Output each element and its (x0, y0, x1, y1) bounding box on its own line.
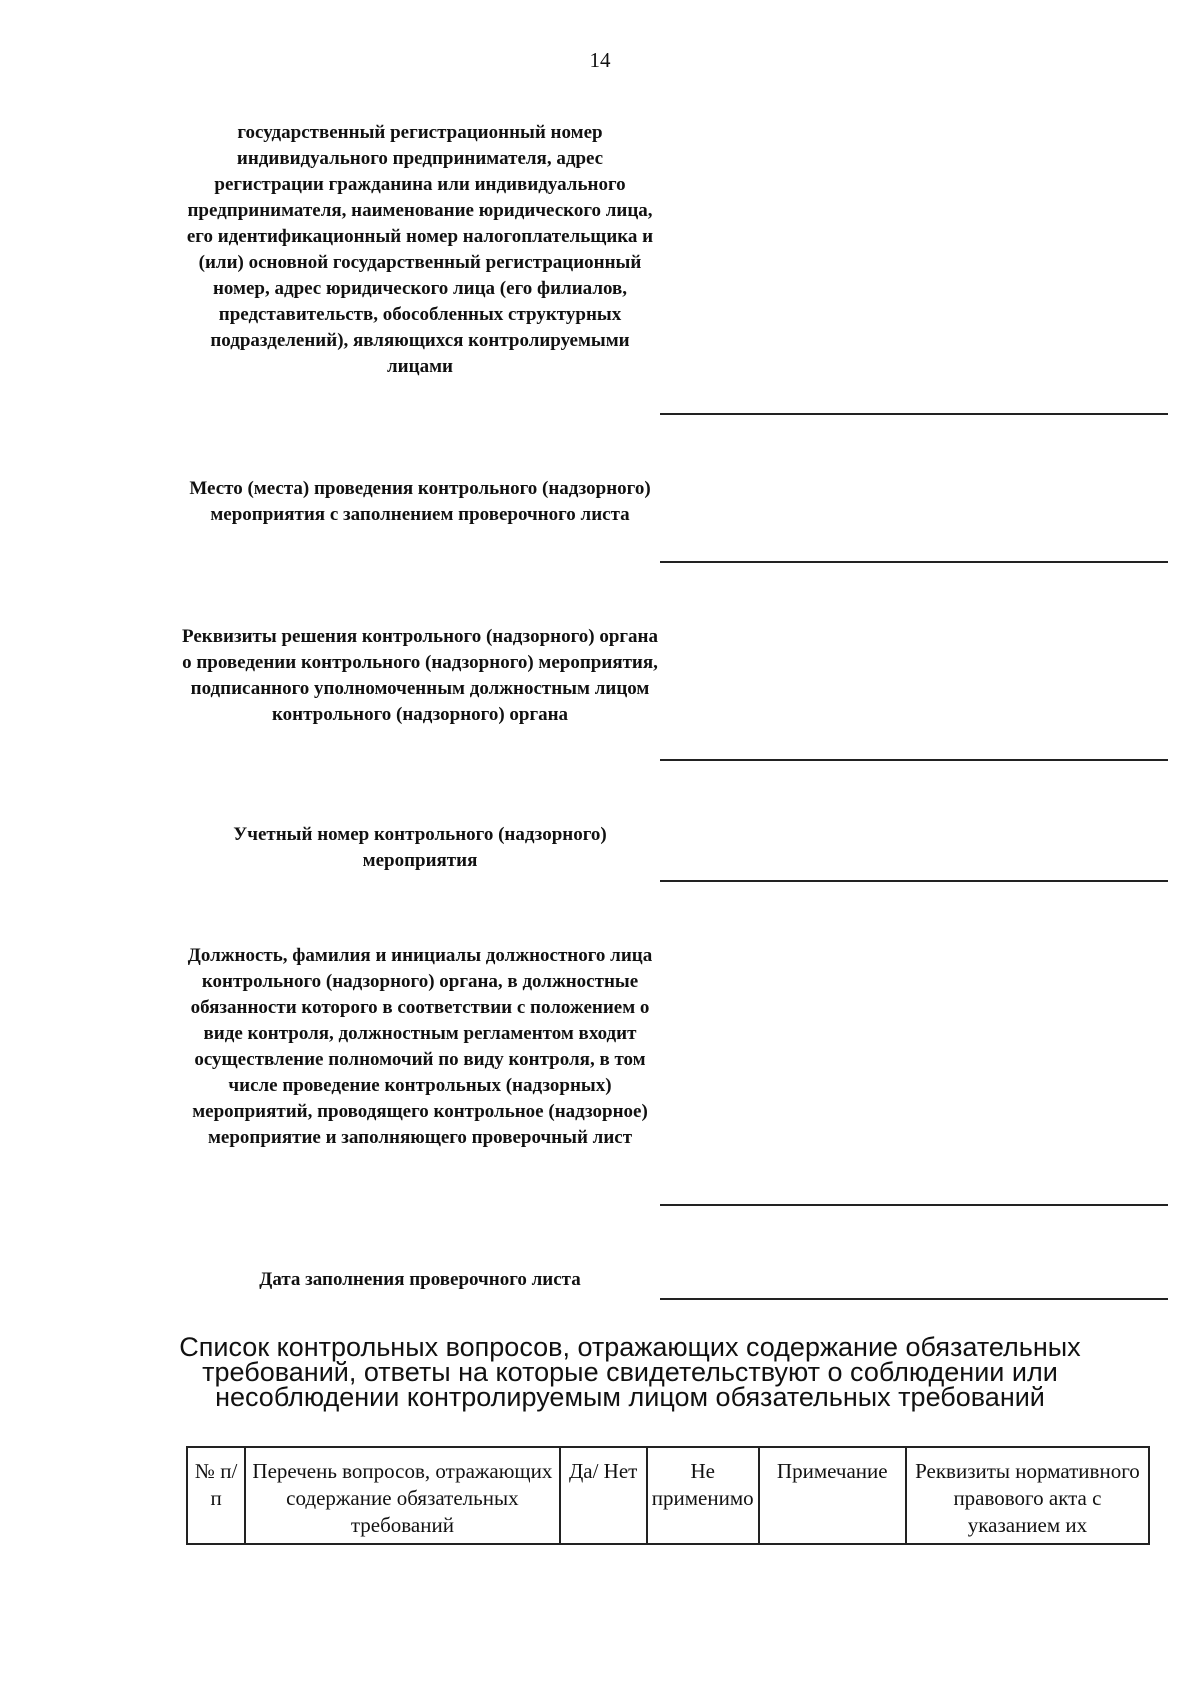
field-label-location: Место (места) проведения контрольного (надзорного) мероприятия с заполнением проверочного листа (189, 478, 651, 525)
fill-line-date[interactable] (660, 1298, 1168, 1300)
fill-line-official[interactable] (660, 1204, 1168, 1206)
header-questions: Перечень вопросов, отражающих содержание обязательных требований (245, 1447, 559, 1544)
fill-line-registration-details[interactable] (660, 413, 1168, 415)
fill-line-location[interactable] (660, 561, 1168, 563)
header-yes-no: Да/ Нет (560, 1447, 647, 1544)
questions-table (186, 1446, 1150, 1545)
fill-line-decision-requisites[interactable] (660, 759, 1168, 761)
field-label-decision-requisites: Реквизиты решения контрольного (надзорного) органа о проведении контрольного (надзорного) мероприятия, подписанного уполномоченным должностным лицом контрольного (надзорного) органа (182, 626, 658, 725)
field-label-registration-number: Учетный номер контрольного (надзорного) мероприятия (233, 824, 607, 871)
field-label-official: Должность, фамилия и инициалы должностного лица контрольного (надзорного) органа, в должностные обязанности которого в соответствии с положением о виде контроля, должностным регламентом входит осуществление полномочий по виду контроля, в том числе проведение контрольных (надзорных) мероприятий, проводящего контрольное (надзорное) мероприятие и заполняющего проверочный лист (187, 945, 653, 1148)
header-not-applicable: Не применимо (647, 1447, 759, 1544)
header-num: № п/п (187, 1447, 245, 1544)
table-header-row (187, 1447, 1149, 1544)
field-label-date: Дата заполнения проверочного листа (259, 1269, 581, 1290)
page-number: 14 (589, 48, 611, 72)
field-label-registration-details: государственный регистрационный номер индивидуального предпринимателя, адрес регистрации гражданина или индивидуального предпринимателя, наименование юридического лица, его идентификационный номер налогоплательщика и (или) основной государственный регистрационный номер, адрес юридического лица (его филиалов, представительств, обособленных структурных подразделений), являющихся контролируемыми лицами (186, 122, 654, 377)
header-requisites: Реквизиты нормативного правового акта с указанием их (906, 1447, 1149, 1544)
fill-line-registration-number[interactable] (660, 880, 1168, 882)
header-note: Примечание (759, 1447, 906, 1544)
questions-list-title: Список контрольных вопросов, отражающих содержание обязательных требований, ответы на которые свидетельствуют о соблюдении или несоблюдении контролируемым лицом обязательных требований (179, 1332, 1081, 1412)
